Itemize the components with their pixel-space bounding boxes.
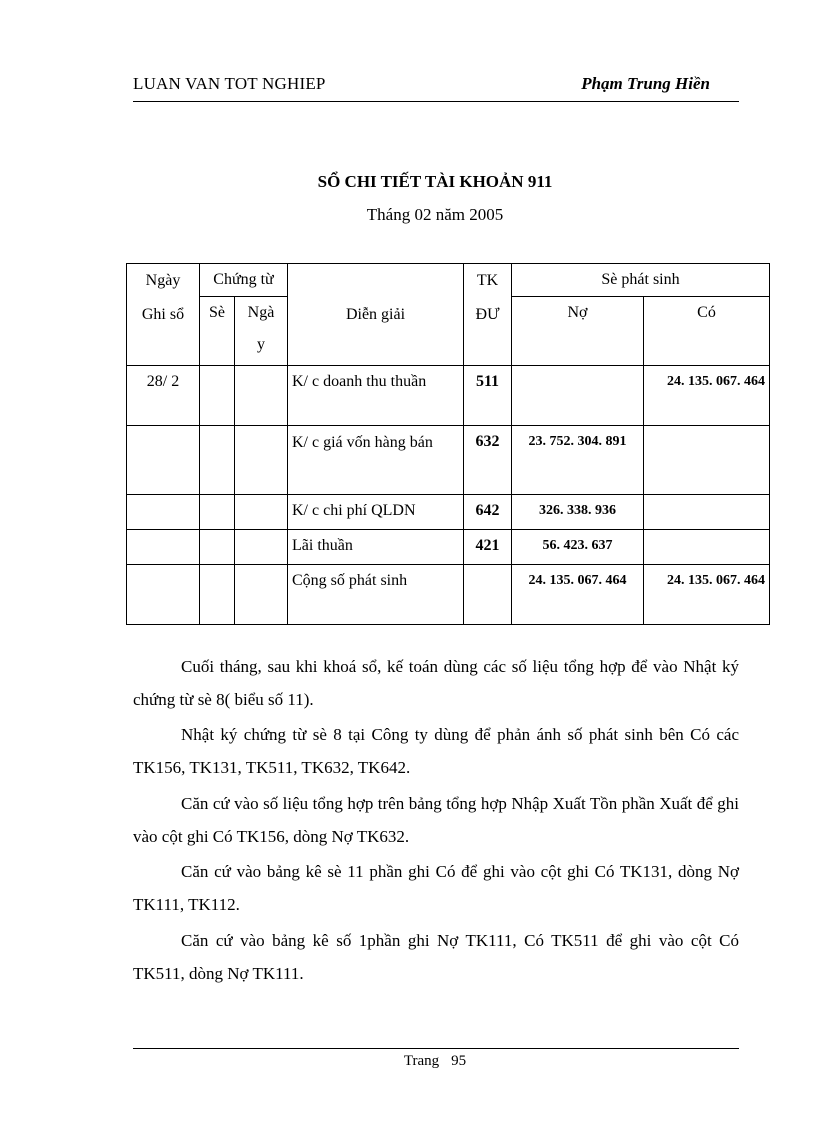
cell-so (200, 530, 235, 565)
cell-dien-giai: K/ c doanh thu thuần (288, 366, 464, 426)
header-author: Phạm Trung Hiền (581, 74, 710, 93)
header-no: Nợ (512, 297, 644, 366)
page-number: 95 (451, 1053, 467, 1069)
cell-dien-giai: K/ c chi phí QLDN (288, 495, 464, 530)
header-so-phat-sinh: Sè phát sinh (512, 264, 770, 297)
cell-so (200, 426, 235, 495)
paragraph-text: Căn cứ vào bảng kê sè 11 phần ghi Có để ghi vào cột ghi Có TK131, dòng Nợ TK111, TK112. (133, 862, 739, 914)
page-footer (0, 1053, 816, 1070)
header-ghi-so-text: Ghi sổ (141, 306, 185, 323)
table-row (127, 426, 770, 495)
cell-no (512, 366, 644, 426)
header-dien-giai: Diễn giải (288, 264, 464, 366)
header-ngay-text: Ngày (145, 272, 181, 289)
page-title: SỔ CHI TIẾT TÀI KHOẢN 911 (317, 172, 553, 191)
cell-tk: 632 (464, 426, 512, 495)
cell-tk (464, 565, 512, 625)
cell-so (200, 565, 235, 625)
paragraph-text: Căn cứ vào bảng kê số 1phần ghi Nợ TK111, Có TK511 để ghi vào cột Có TK511, dòng Nợ TK111. (133, 931, 739, 983)
cell-ngay-ct (235, 366, 288, 426)
cell-ngay (127, 495, 200, 530)
header-ngay-a: Ngà (247, 304, 275, 321)
table-header-row (127, 264, 770, 297)
header-ngay-ghi-so (127, 264, 200, 366)
cell-ngay (127, 530, 200, 565)
paragraph (133, 924, 739, 990)
cell-co (644, 426, 770, 495)
header-tk-du (464, 264, 512, 366)
cell-ngay (127, 426, 200, 495)
cell-tk: 421 (464, 530, 512, 565)
cell-dien-giai: Cộng số phát sinh (288, 565, 464, 625)
table-row (127, 366, 770, 426)
header-ngay-b: y (257, 336, 265, 353)
cell-ngay-ct (235, 565, 288, 625)
cell-so (200, 366, 235, 426)
table-row (127, 530, 770, 565)
paragraph (133, 855, 739, 921)
cell-ngay-ct (235, 426, 288, 495)
cell-tk: 642 (464, 495, 512, 530)
paragraph-text: Nhật ký chứng từ sè 8 tại Công ty dùng để phản ánh số phát sinh bên Có các TK156, TK131, TK511, TK632, TK642. (133, 725, 739, 777)
paragraph-text: Căn cứ vào số liệu tổng hợp trên bảng tổng hợp Nhập Xuất Tồn phần Xuất để ghi vào cột ghi Có TK156, dòng Nợ TK632. (133, 794, 739, 846)
paragraph (133, 718, 739, 784)
cell-no: 23. 752. 304. 891 (512, 426, 644, 495)
cell-co: 24. 135. 067. 464 (644, 565, 770, 625)
cell-dien-giai: K/ c giá vốn hàng bán (288, 426, 464, 495)
cell-tk: 511 (464, 366, 512, 426)
footer-divider (133, 1048, 739, 1049)
header-chung-tu: Chứng từ (200, 264, 288, 297)
header-so: Sè (200, 297, 235, 366)
cell-co (644, 495, 770, 530)
cell-no: 326. 338. 936 (512, 495, 644, 530)
cell-ngay: 28/ 2 (127, 366, 200, 426)
paragraph (133, 650, 739, 716)
header-tk-text: TK (476, 272, 499, 289)
table-row (127, 495, 770, 530)
cell-so (200, 495, 235, 530)
cell-dien-giai: Lãi thuần (288, 530, 464, 565)
header-left-text: LUAN VAN TOT NGHIEP (133, 74, 326, 93)
footer-label: Trang (403, 1053, 440, 1069)
cell-ngay-ct (235, 495, 288, 530)
ledger-table (126, 263, 770, 625)
cell-no: 24. 135. 067. 464 (512, 565, 644, 625)
header-divider (133, 101, 739, 102)
paragraph-text: Cuối tháng, sau khi khoá sổ, kế toán dùng các số liệu tổng hợp để vào Nhật ký chứng từ sè 8( biểu số 11). (133, 657, 739, 709)
cell-co (644, 530, 770, 565)
cell-co: 24. 135. 067. 464 (644, 366, 770, 426)
table-total-row (127, 565, 770, 625)
header-ngay (235, 297, 288, 366)
paragraph (133, 787, 739, 853)
page-subtitle: Tháng 02 năm 2005 (366, 205, 504, 224)
cell-ngay-ct (235, 530, 288, 565)
cell-ngay (127, 565, 200, 625)
header-co: Có (644, 297, 770, 366)
header-du-text: ĐƯ (475, 306, 500, 323)
cell-no: 56. 423. 637 (512, 530, 644, 565)
